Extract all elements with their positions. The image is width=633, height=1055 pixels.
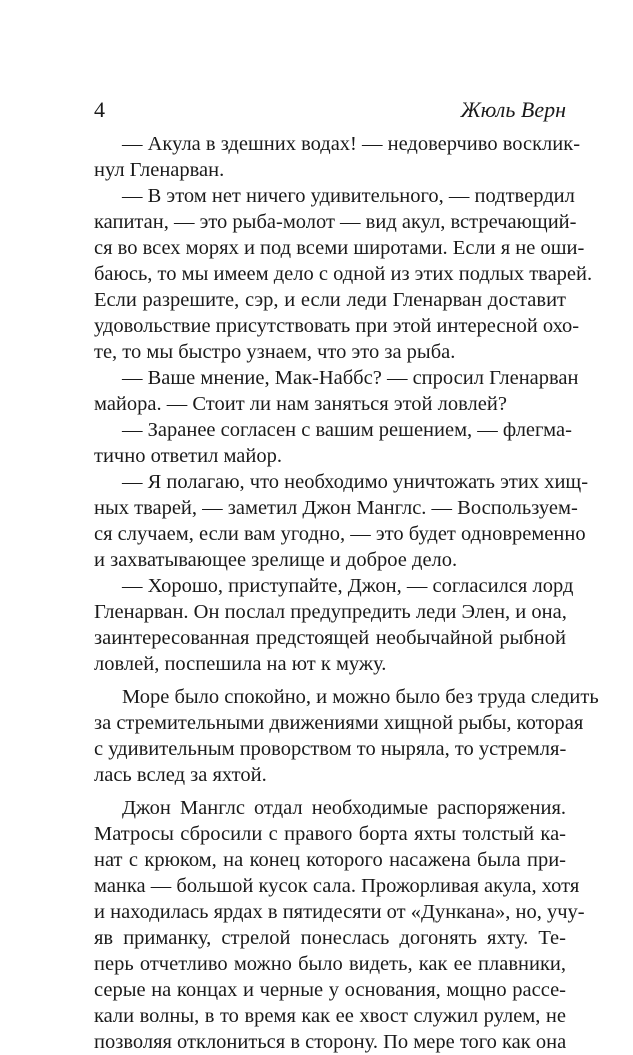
paragraph xyxy=(94,417,572,469)
text-line: ных тварей, — заметил Джон Манглс. — Воспользуем- xyxy=(94,497,578,519)
text-line: — Заранее согласен с вашим решением, — флегма- xyxy=(122,419,572,441)
text-line: удовольствие присутствовать при этой интересной охо- xyxy=(94,315,580,337)
text-line: Гленарван. Он послал предупредить леди Элен, и она, xyxy=(94,601,567,623)
text-line: ся случаем, если вам угодно, — это будет одновременно xyxy=(94,523,586,545)
text-line: позволяя отклониться в сторону. По мере того как она xyxy=(94,1031,567,1053)
text-line: — Я полагаю, что необходимо уничтожать этих хищ- xyxy=(122,471,589,493)
text-line: и находилась ярдах в пятидесяти от «Дункана», но, учу- xyxy=(94,901,585,923)
text-line: манка — большой кусок сала. Прожорливая акула, хотя xyxy=(94,875,580,897)
paragraph xyxy=(94,131,581,183)
text-line: нул Гленарван. xyxy=(94,159,225,181)
text-line: ловлей, поспешила на ют к мужу. xyxy=(94,653,387,675)
body-text xyxy=(94,131,599,1055)
paragraph xyxy=(94,365,579,417)
text-line: — Ваше мнение, Мак-Наббс? — спросил Гленарван xyxy=(122,367,579,389)
running-head-author: Жюль Верн xyxy=(460,97,566,122)
text-line: майора. — Стоит ли нам заняться этой ловлей? xyxy=(94,393,507,415)
text-line: тично ответил майор. xyxy=(94,445,282,467)
paragraph xyxy=(94,183,593,365)
text-line: Море было спокойно, и можно было без труда следить xyxy=(122,686,599,708)
page-number: 4 xyxy=(94,97,105,122)
paragraph xyxy=(94,573,574,677)
text-line: и захватывающее зрелище и доброе дело. xyxy=(94,549,458,571)
text-line: лась вслед за яхтой. xyxy=(94,764,267,786)
text-line: — В этом нет ничего удивительного, — подтвердил xyxy=(122,185,575,207)
text-line: Джон Манглс отдал необходимые распоряжения. xyxy=(122,797,566,819)
text-line: ся во всех морях и под всеми широтами. Если я не оши- xyxy=(94,237,585,259)
paragraph xyxy=(94,469,589,573)
text-line: баюсь, то мы имеем дело с одной из этих подлых тварей. xyxy=(94,263,593,285)
text-line: — Акула в здешних водах! — недоверчиво восклик- xyxy=(122,133,581,155)
text-line: яв приманку, стрелой понеслась догонять яхту. Те- xyxy=(94,927,566,949)
text-line: заинтересованная предстоящей необычайной рыбной xyxy=(94,627,566,649)
text-line: кали волны, в то время как ее хвост служил рулем, не xyxy=(94,1005,566,1027)
text-line: с удивительным проворством то ныряла, то устремля- xyxy=(94,738,567,760)
text-line: нат с крюком, на конец которого насажена была при- xyxy=(94,849,566,871)
text-line: серые на концах и черные у основания, мощно рассе- xyxy=(94,979,566,1001)
text-line: за стремительными движениями хищной рыбы, которая xyxy=(94,712,584,734)
paragraph xyxy=(94,684,599,788)
text-line: — Хорошо, приступайте, Джон, — согласился лорд xyxy=(122,575,574,597)
paragraph xyxy=(94,795,585,1055)
text-line: перь отчетливо можно было видеть, как ее плавники, xyxy=(94,953,566,975)
text-line: Матросы сбросили с правого борта яхты толстый ка- xyxy=(94,823,566,845)
text-line: те, то мы быстро узнаем, что это за рыба. xyxy=(94,341,456,363)
page-header xyxy=(94,96,566,124)
text-line: Если разрешите, сэр, и если леди Гленарван доставит xyxy=(94,289,566,311)
text-line: капитан, — это рыба-молот — вид акул, встречающий- xyxy=(94,211,577,233)
